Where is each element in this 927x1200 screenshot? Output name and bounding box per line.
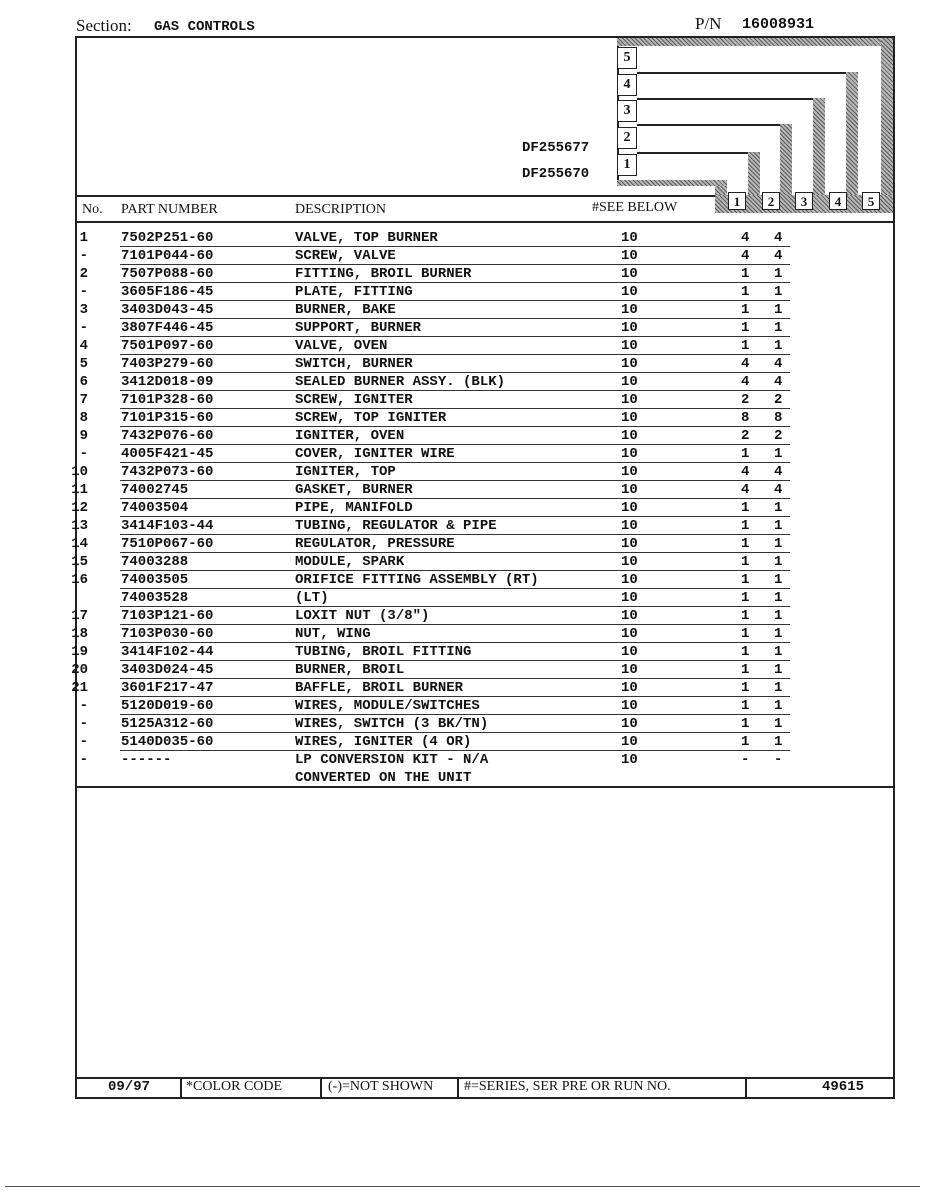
item-number: 16 — [71, 572, 88, 588]
part-number: 7101P044-60 — [121, 248, 214, 264]
item-number: 3 — [79, 302, 88, 318]
qty-model-1: 1 — [741, 590, 750, 606]
table-row — [0, 697, 927, 715]
table-row — [0, 337, 927, 355]
model-header-shading — [617, 38, 893, 46]
qty-model-1: - — [741, 752, 750, 768]
qty-model-1: 1 — [741, 644, 750, 660]
qty-model-1: 4 — [741, 374, 750, 390]
part-number: 3412D018-09 — [121, 374, 214, 390]
qty-model-1: 1 — [741, 302, 750, 318]
qty-model-2: 4 — [774, 356, 783, 372]
model-header-shading — [617, 180, 727, 186]
col-header-model-4: 4 — [829, 192, 847, 210]
qty-model-2: 4 — [774, 464, 783, 480]
part-number: 4005F421-45 — [121, 446, 214, 462]
header-rule-bottom — [75, 221, 895, 223]
see-below-value: 10 — [621, 536, 638, 552]
table-row — [0, 355, 927, 373]
qty-model-2: 4 — [774, 230, 783, 246]
qty-model-2: 1 — [774, 716, 783, 732]
see-below-value: 10 — [621, 680, 638, 696]
part-number: 7103P121-60 — [121, 608, 214, 624]
col-header-part-number: PART NUMBER — [121, 202, 218, 217]
part-number: 5125A312-60 — [121, 716, 214, 732]
item-number: - — [79, 716, 88, 732]
part-description: SCREW, VALVE — [295, 248, 396, 264]
footer-series-note: #=SERIES, SER PRE OR RUN NO. — [464, 1079, 671, 1094]
part-description: PIPE, MANIFOLD — [295, 500, 413, 516]
part-number: 74003528 — [121, 590, 189, 606]
see-below-value: 10 — [621, 302, 638, 318]
see-below-value: 10 — [621, 590, 638, 606]
qty-model-1: 1 — [741, 338, 750, 354]
model-header-shading — [846, 72, 858, 198]
part-number: 3414F103-44 — [121, 518, 214, 534]
part-description: PLATE, FITTING — [295, 284, 413, 300]
item-number: - — [79, 320, 88, 336]
qty-model-1: 1 — [741, 608, 750, 624]
table-row — [0, 715, 927, 733]
part-description: BURNER, BROIL — [295, 662, 405, 678]
qty-model-2: - — [774, 752, 783, 768]
col-header-model-2: 2 — [762, 192, 780, 210]
qty-model-1: 1 — [741, 572, 750, 588]
col-header-model-5: 5 — [862, 192, 880, 210]
part-description: IGNITER, OVEN — [295, 428, 405, 444]
qty-model-2: 1 — [774, 680, 783, 696]
qty-model-2: 1 — [774, 446, 783, 462]
table-row — [0, 481, 927, 499]
qty-model-2: 1 — [774, 608, 783, 624]
see-below-value: 10 — [621, 338, 638, 354]
footer-color-code: *COLOR CODE — [186, 1079, 283, 1094]
qty-model-1: 8 — [741, 410, 750, 426]
table-row — [0, 373, 927, 391]
qty-model-1: 1 — [741, 662, 750, 678]
item-number: - — [79, 734, 88, 750]
model-label-lower: DF255670 — [522, 166, 590, 182]
qty-model-2: 2 — [774, 392, 783, 408]
item-number: 10 — [71, 464, 88, 480]
bracket-line — [637, 72, 846, 74]
part-number: 7403P279-60 — [121, 356, 214, 372]
col-header-description: DESCRIPTION — [295, 202, 387, 217]
table-row — [0, 571, 927, 589]
item-number: 14 — [71, 536, 88, 552]
model-box-2: 2 — [617, 127, 637, 149]
qty-model-1: 2 — [741, 428, 750, 444]
col-header-no: No. — [82, 202, 103, 217]
table-row — [0, 661, 927, 679]
table-row — [0, 391, 927, 409]
see-below-value: 10 — [621, 734, 638, 750]
part-number: 7103P030-60 — [121, 626, 214, 642]
col-header-model-1: 1 — [728, 192, 746, 210]
table-row — [0, 265, 927, 283]
part-number: 74002745 — [121, 482, 189, 498]
see-below-value: 10 — [621, 464, 638, 480]
table-row — [0, 445, 927, 463]
bracket-line — [637, 152, 748, 154]
qty-model-1: 1 — [741, 734, 750, 750]
item-number: 2 — [79, 266, 88, 282]
see-below-value: 10 — [621, 554, 638, 570]
part-description: SUPPORT, BURNER — [295, 320, 422, 336]
qty-model-2: 1 — [774, 320, 783, 336]
item-number: 9 — [79, 428, 88, 444]
qty-model-2: 1 — [774, 284, 783, 300]
item-number: - — [79, 446, 88, 462]
part-number: 5140D035-60 — [121, 734, 214, 750]
part-number: ------ — [121, 752, 172, 768]
part-description: VALVE, OVEN — [295, 338, 388, 354]
section-value: GAS CONTROLS — [154, 19, 255, 35]
footer-divider — [320, 1077, 322, 1099]
qty-model-2: 4 — [774, 482, 783, 498]
part-description: IGNITER, TOP — [295, 464, 396, 480]
part-description: WIRES, IGNITER (4 OR) — [295, 734, 472, 750]
table-row — [0, 625, 927, 643]
pn-label: P/N — [695, 14, 722, 33]
part-description: BURNER, BAKE — [295, 302, 396, 318]
model-box-5: 5 — [617, 47, 637, 69]
footer-divider — [457, 1077, 459, 1099]
item-number: 18 — [71, 626, 88, 642]
part-number: 7101P328-60 — [121, 392, 214, 408]
qty-model-2: 2 — [774, 428, 783, 444]
item-number: - — [79, 284, 88, 300]
part-number: 5120D019-60 — [121, 698, 214, 714]
item-number: - — [79, 248, 88, 264]
part-number: 7432P073-60 — [121, 464, 214, 480]
qty-model-2: 8 — [774, 410, 783, 426]
qty-model-2: 1 — [774, 626, 783, 642]
table-row — [0, 733, 927, 751]
item-number: - — [79, 752, 88, 768]
part-number: 7432P076-60 — [121, 428, 214, 444]
see-below-value: 10 — [621, 230, 638, 246]
part-description: LP CONVERSION KIT - N/A — [295, 752, 489, 768]
see-below-value: 10 — [621, 374, 638, 390]
part-number: 3605F186-45 — [121, 284, 214, 300]
see-below-value: 10 — [621, 410, 638, 426]
qty-model-1: 1 — [741, 680, 750, 696]
col-header-see-below: #SEE BELOW — [592, 200, 678, 215]
model-header-shading — [780, 124, 792, 198]
table-row — [0, 679, 927, 697]
part-description: SCREW, IGNITER — [295, 392, 413, 408]
see-below-value: 10 — [621, 248, 638, 264]
item-number: 6 — [79, 374, 88, 390]
table-row — [0, 769, 927, 787]
part-number: 7510P067-60 — [121, 536, 214, 552]
item-number: 15 — [71, 554, 88, 570]
see-below-value: 10 — [621, 752, 638, 768]
part-description: WIRES, MODULE/SWITCHES — [295, 698, 480, 714]
footer-page-code: 49615 — [822, 1079, 865, 1095]
item-number: 11 — [71, 482, 88, 498]
part-number: 74003288 — [121, 554, 189, 570]
see-below-value: 10 — [621, 500, 638, 516]
model-box-3: 3 — [617, 100, 637, 122]
part-description: VALVE, TOP BURNER — [295, 230, 438, 246]
pn-value: 16008931 — [742, 16, 815, 33]
footer-date: 09/97 — [108, 1079, 151, 1095]
qty-model-2: 1 — [774, 554, 783, 570]
qty-model-1: 1 — [741, 698, 750, 714]
part-number: 3601F217-47 — [121, 680, 214, 696]
qty-model-2: 1 — [774, 590, 783, 606]
qty-model-2: 1 — [774, 338, 783, 354]
qty-model-1: 4 — [741, 464, 750, 480]
see-below-value: 10 — [621, 698, 638, 714]
qty-model-2: 1 — [774, 662, 783, 678]
footer-divider — [745, 1077, 747, 1099]
part-description: NUT, WING — [295, 626, 371, 642]
see-below-value: 10 — [621, 356, 638, 372]
part-description: BAFFLE, BROIL BURNER — [295, 680, 464, 696]
part-number: 3807F446-45 — [121, 320, 214, 336]
part-number: 7501P097-60 — [121, 338, 214, 354]
item-number: 1 — [79, 230, 88, 246]
part-description: (LT) — [295, 590, 329, 606]
part-description: COVER, IGNITER WIRE — [295, 446, 455, 462]
qty-model-2: 1 — [774, 536, 783, 552]
qty-model-2: 1 — [774, 734, 783, 750]
see-below-value: 10 — [621, 716, 638, 732]
part-number: 7101P315-60 — [121, 410, 214, 426]
part-description: WIRES, SWITCH (3 BK/TN) — [295, 716, 489, 732]
table-row — [0, 499, 927, 517]
item-number: 8 — [79, 410, 88, 426]
see-below-value: 10 — [621, 662, 638, 678]
model-label-upper: DF255677 — [522, 140, 590, 156]
item-number: 5 — [79, 356, 88, 372]
item-number: 7 — [79, 392, 88, 408]
see-below-value: 10 — [621, 392, 638, 408]
item-number: 13 — [71, 518, 88, 534]
qty-model-2: 1 — [774, 644, 783, 660]
see-below-value: 10 — [621, 284, 638, 300]
part-description: MODULE, SPARK — [295, 554, 405, 570]
qty-model-1: 1 — [741, 320, 750, 336]
page-bottom-rule — [5, 1186, 920, 1187]
see-below-value: 10 — [621, 446, 638, 462]
part-number: 3403D043-45 — [121, 302, 214, 318]
table-row — [0, 553, 927, 571]
table-row — [0, 589, 927, 607]
part-description: GASKET, BURNER — [295, 482, 413, 498]
item-number: 4 — [79, 338, 88, 354]
item-number: 17 — [71, 608, 88, 624]
table-row — [0, 427, 927, 445]
item-number: 12 — [71, 500, 88, 516]
model-header-shading — [748, 152, 760, 198]
table-row — [0, 643, 927, 661]
table-row — [0, 301, 927, 319]
table-row — [0, 409, 927, 427]
part-description: SWITCH, BURNER — [295, 356, 413, 372]
qty-model-1: 1 — [741, 500, 750, 516]
qty-model-1: 1 — [741, 266, 750, 282]
model-box-1: 1 — [617, 154, 637, 176]
qty-model-1: 1 — [741, 716, 750, 732]
qty-model-1: 4 — [741, 230, 750, 246]
part-description: FITTING, BROIL BURNER — [295, 266, 472, 282]
table-row — [0, 319, 927, 337]
see-below-value: 10 — [621, 320, 638, 336]
model-header-shading — [813, 98, 825, 198]
see-below-value: 10 — [621, 266, 638, 282]
qty-model-2: 1 — [774, 266, 783, 282]
qty-model-1: 4 — [741, 356, 750, 372]
part-description: TUBING, BROIL FITTING — [295, 644, 472, 660]
table-row — [0, 535, 927, 553]
footer-divider — [180, 1077, 182, 1099]
bracket-line — [637, 124, 780, 126]
part-number: 7502P251-60 — [121, 230, 214, 246]
bracket-line — [637, 98, 813, 100]
qty-model-1: 1 — [741, 536, 750, 552]
part-number: 74003504 — [121, 500, 189, 516]
item-number: 20 — [71, 662, 88, 678]
qty-model-1: 1 — [741, 446, 750, 462]
see-below-value: 10 — [621, 608, 638, 624]
part-description: TUBING, REGULATOR & PIPE — [295, 518, 497, 534]
qty-model-1: 1 — [741, 284, 750, 300]
see-below-value: 10 — [621, 428, 638, 444]
see-below-value: 10 — [621, 644, 638, 660]
part-description: LOXIT NUT (3/8") — [295, 608, 430, 624]
qty-model-1: 1 — [741, 626, 750, 642]
item-number: - — [79, 698, 88, 714]
part-description: SEALED BURNER ASSY. (BLK) — [295, 374, 506, 390]
part-number: 3403D024-45 — [121, 662, 214, 678]
qty-model-1: 2 — [741, 392, 750, 408]
qty-model-2: 1 — [774, 698, 783, 714]
see-below-value: 10 — [621, 572, 638, 588]
qty-model-2: 4 — [774, 374, 783, 390]
part-number: 3414F102-44 — [121, 644, 214, 660]
table-row — [0, 247, 927, 265]
part-number: 74003505 — [121, 572, 189, 588]
qty-model-2: 1 — [774, 572, 783, 588]
part-number: 7507P088-60 — [121, 266, 214, 282]
table-row — [0, 517, 927, 535]
qty-model-2: 4 — [774, 248, 783, 264]
part-description: ORIFICE FITTING ASSEMBLY (RT) — [295, 572, 539, 588]
see-below-value: 10 — [621, 518, 638, 534]
table-row — [0, 463, 927, 481]
model-box-4: 4 — [617, 74, 637, 96]
qty-model-2: 1 — [774, 302, 783, 318]
qty-model-1: 4 — [741, 248, 750, 264]
table-row — [0, 283, 927, 301]
qty-model-1: 1 — [741, 554, 750, 570]
table-row — [0, 607, 927, 625]
section-label: Section: — [76, 16, 132, 35]
item-number: 21 — [71, 680, 88, 696]
footer-not-shown: (-)=NOT SHOWN — [328, 1079, 434, 1094]
part-description: SCREW, TOP IGNITER — [295, 410, 447, 426]
qty-model-2: 1 — [774, 500, 783, 516]
table-row — [0, 229, 927, 247]
qty-model-1: 4 — [741, 482, 750, 498]
model-header-shading — [881, 38, 893, 198]
col-header-model-3: 3 — [795, 192, 813, 210]
see-below-value: 10 — [621, 626, 638, 642]
part-description: CONVERTED ON THE UNIT — [295, 770, 472, 786]
item-number: 19 — [71, 644, 88, 660]
qty-model-2: 1 — [774, 518, 783, 534]
qty-model-1: 1 — [741, 518, 750, 534]
part-description: REGULATOR, PRESSURE — [295, 536, 455, 552]
table-row — [0, 751, 927, 769]
list-end-rule — [75, 786, 895, 788]
see-below-value: 10 — [621, 482, 638, 498]
